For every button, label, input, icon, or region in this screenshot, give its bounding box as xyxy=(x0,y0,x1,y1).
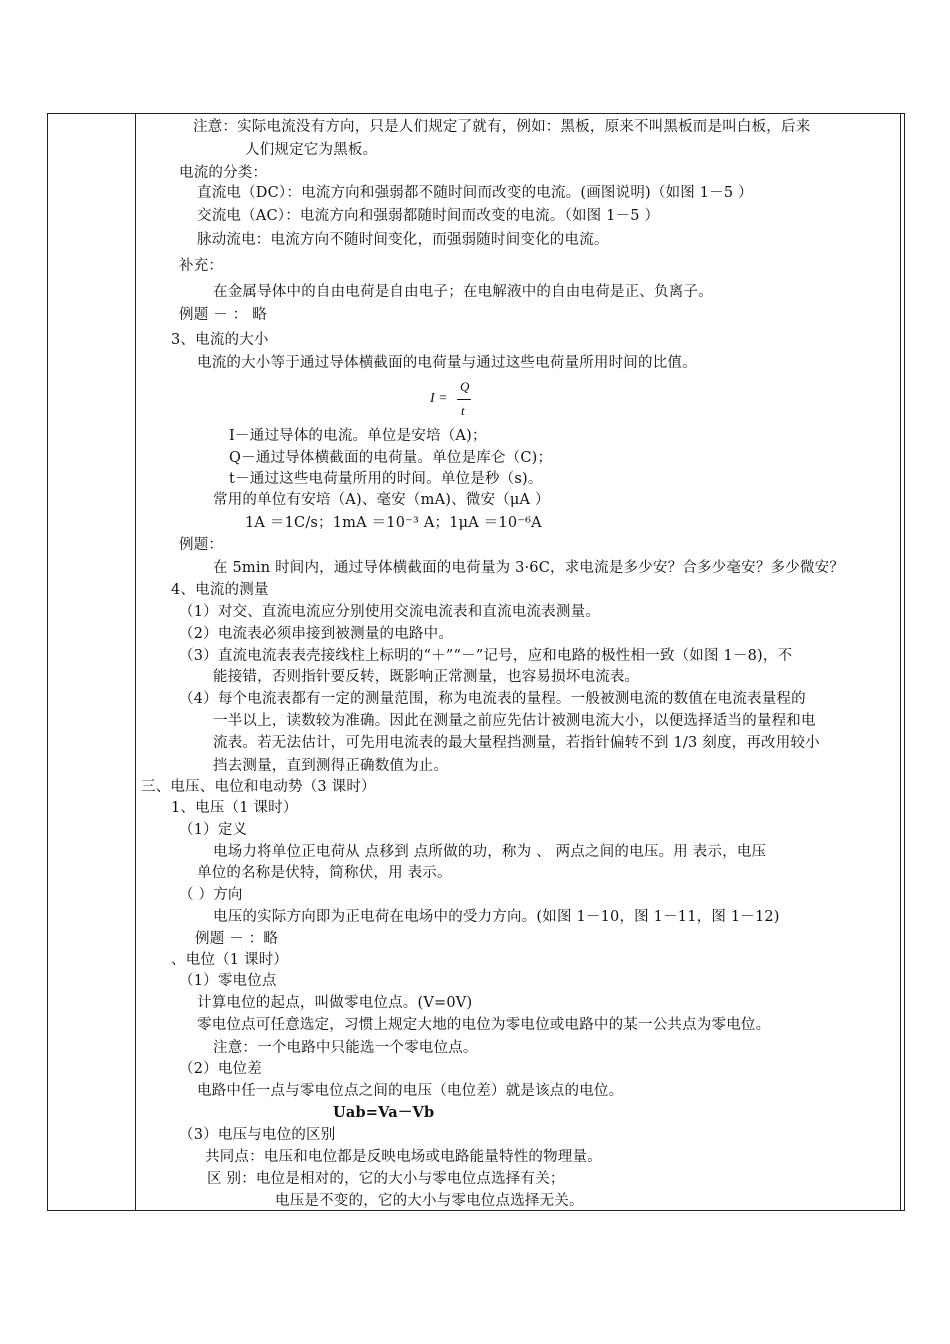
text-line: （3）直流电流表表壳接线柱上标明的“＋”“－”记号，应和电路的极性相一致（如图 1－8)，不 xyxy=(179,648,793,664)
text-line: 电路中任一点与零电位点之间的电压（电位差）就是该点的电位。 xyxy=(197,1083,624,1099)
text-line: （4）每个电流表都有一定的测量范围，称为电流表的量程。一般被测电流的数值在电流表量程的 xyxy=(179,691,806,707)
text-line: 计算电位的起点，叫做零电位点。(V=0V) xyxy=(197,995,473,1011)
text-line: 区 别：电位是相对的，它的大小与零电位点选择有关； xyxy=(207,1171,565,1187)
text-line: 电压的实际方向即为正电荷在电场中的受力方向。(如图 1－10，图 1－11，图 1－12) xyxy=(213,909,780,925)
text-line: 、电位（1 课时） xyxy=(171,952,289,968)
text-line: 在金属导体中的自由电荷是自由电子；在电解液中的自由电荷是正、负离子。 xyxy=(213,284,713,300)
text-line: 常用的单位有安培（A)、毫安（mA)、微安（μA ） xyxy=(213,492,550,508)
text-line: 例题 － ： 略 xyxy=(179,307,267,323)
formula-denominator: t xyxy=(461,403,465,418)
text-line: 4、电流的测量 xyxy=(171,582,269,598)
text-line: Q－通过导体横截面的电荷量。单位是库仑（C)； xyxy=(229,450,553,466)
text-line: （3）电压与电位的区别 xyxy=(179,1127,336,1143)
text-line: 流表。若无法估计，可先用电流表的最大量程挡测量，若指针偏转不到 1/3 刻度，再改用较小 xyxy=(213,735,820,751)
text-line: 1、电压（1 课时） xyxy=(171,800,298,816)
text-line: 1A ＝1C/s；1mA ＝10⁻³ A；1μA ＝10⁻⁶A xyxy=(245,515,542,531)
text-line: 挡去测量，直到测得正确数值为止。 xyxy=(213,758,449,774)
text-line: 一半以上，读数较为准确。因此在测量之前应先估计被测电流大小，以便选择适当的量程和电 xyxy=(213,713,816,729)
text-line: 共同点：电压和电位都是反映电场或电路能量特性的物理量。 xyxy=(205,1149,602,1165)
text-line: （1）零电位点 xyxy=(179,973,277,989)
text-line: 补充： xyxy=(179,258,224,274)
text-line: 单位的名称是伏特，简称伏，用 表示。 xyxy=(197,865,452,881)
text-line: （1）定义 xyxy=(179,822,248,838)
text-line: 脉动流电：电流方向不随时间变化，而强弱随时间变化的电流。 xyxy=(197,232,609,248)
text-line: （1）对交、直流电流应分别使用交流电流表和直流电流表测量。 xyxy=(179,604,601,620)
text-line: （2）电流表必须串接到被测量的电路中。 xyxy=(179,626,454,642)
text-line: 零电位点可任意选定，习惯上规定大地的电位为零电位或电路中的某一公共点为零电位。 xyxy=(197,1017,771,1033)
text-line: 注意：实际电流没有方向，只是人们规定了就有，例如：黑板，原来不叫黑板而是叫白板，后来 xyxy=(193,119,811,135)
text-line: （2）电位差 xyxy=(179,1061,262,1077)
text-line: 例题 － ：略 xyxy=(195,931,279,947)
text-line: I－通过导体的电流。单位是安培（A)； xyxy=(229,428,487,444)
text-line: 电流的大小等于通过导体横截面的电荷量与通过这些电荷量所用时间的比值。 xyxy=(197,355,697,371)
fraction-bar xyxy=(457,399,471,400)
text-line: 人们规定它为黑板。 xyxy=(245,142,378,158)
text-line: 三、电压、电位和电动势（3 课时） xyxy=(141,779,376,795)
text-line: 例题： xyxy=(179,537,224,553)
text-line: 电流的分类： xyxy=(179,165,268,181)
current-formula xyxy=(430,379,490,429)
text-line: 在 5min 时间内，通过导体横截面的电荷量为 3·6C，求电流是多少安？合多少毫安？多少微安？ xyxy=(213,560,845,576)
text-line: 电场力将单位正电荷从 点移到 点所做的功，称为 、 两点之间的电压。用 表示，电压 xyxy=(213,844,767,860)
text-line: 直流电（DC）：电流方向和强弱都不随时间而改变的电流。(画图说明)（如图 1－5 ） xyxy=(197,185,753,201)
text-line: 3、电流的大小 xyxy=(171,332,269,348)
text-line: 注意：一个电路中只能选一个零电位点。 xyxy=(213,1040,478,1056)
formula-lhs: I = xyxy=(430,391,448,406)
text-line: 电压是不变的，它的大小与零电位点选择无关。 xyxy=(275,1193,584,1209)
text-line: （ ）方向 xyxy=(179,887,243,903)
column-divider-2 xyxy=(900,114,901,1210)
text-line: 能接错，否则指针要反转，既影响正常测量，也容易损坏电流表。 xyxy=(213,669,640,685)
formula-numerator: Q xyxy=(460,379,470,394)
column-divider-1 xyxy=(135,114,136,1210)
text-line: t－通过这些电荷量所用的时间。单位是秒（s)。 xyxy=(229,471,543,487)
text-line: 交流电（AC）：电流方向和强弱都随时间而改变的电流。（如图 1－5 ） xyxy=(197,208,660,224)
text-line: Uab=Va－Vb xyxy=(333,1104,435,1121)
